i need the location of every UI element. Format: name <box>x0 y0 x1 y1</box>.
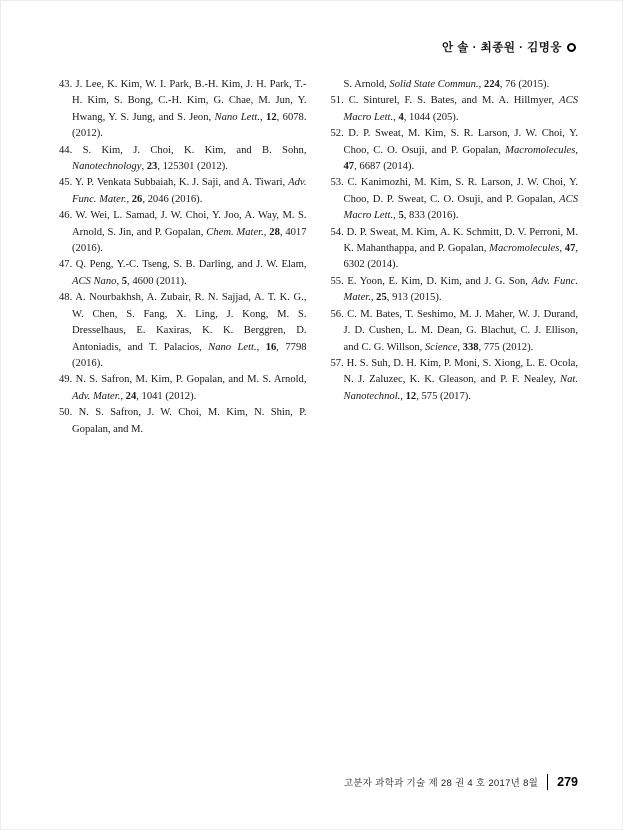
reference-text: , 833 (2016). <box>403 210 459 222</box>
reference-number: 43. <box>59 79 76 90</box>
references-right-column <box>331 77 579 438</box>
volume-number: 47 <box>564 243 576 255</box>
journal-name: Chem. Mater. <box>206 226 264 238</box>
volume-number: 5 <box>398 210 404 222</box>
reference-text: , 2046 (2016). <box>142 193 203 205</box>
volume-number: 16 <box>265 341 277 353</box>
ring-icon <box>567 43 576 52</box>
volume-number: 24 <box>125 390 137 402</box>
reference-number: 51. <box>330 95 349 107</box>
references-left-column <box>59 77 307 438</box>
reference-item <box>331 356 579 405</box>
journal-name: Macromolecules <box>489 243 560 255</box>
reference-text: , <box>478 79 484 90</box>
reference-text: C. Sinturel, F. S. Bates, and M. A. Hillmyer, <box>348 95 560 107</box>
references-section <box>59 77 578 438</box>
reference-text: , <box>120 390 126 402</box>
reference-text: J. Lee, K. Kim, W. I. Park, B.-H. Kim, J. H. Park, T.-H. Kim, S. Bong, C.-H. Kim, G. Chae, M. Jun, Y. Hwang, Y. S. Jung, and S. Jeon, <box>72 79 307 123</box>
reference-text: , <box>263 226 270 238</box>
reference-text: , 1041 (2012). <box>136 390 197 402</box>
reference-number: 56. <box>330 308 348 320</box>
reference-text: Y. P. Venkata Subbaiah, K. J. Saji, and A. Tiwari, <box>74 177 289 189</box>
volume-number: 224 <box>483 79 500 90</box>
reference-item <box>331 175 579 224</box>
reference-item <box>59 257 307 290</box>
reference-text: , <box>400 390 406 402</box>
reference-text: , 575 (2017). <box>416 390 471 402</box>
reference-item-continuation <box>331 77 579 93</box>
reference-text: N. S. Safron, M. Kim, P. Gopalan, and M. S. Arnold, <box>75 374 307 386</box>
reference-number: 55. <box>330 275 348 287</box>
reference-text: N. S. Safron, J. W. Choi, M. Kim, N. Shin, P. Gopalan, and M. <box>72 407 307 435</box>
reference-text: S. Arnold, <box>343 79 390 90</box>
journal-name: Adv. Mater. <box>72 390 121 402</box>
reference-number: 49. <box>59 374 76 386</box>
reference-text: , 125301 (2012). <box>157 161 228 173</box>
reference-item <box>59 208 307 257</box>
reference-text: , 6078. (2012). <box>72 111 307 140</box>
journal-name: ACS Macro Lett. <box>343 193 578 222</box>
reference-item <box>331 307 579 356</box>
volume-number: 4 <box>398 111 404 123</box>
reference-number: 44. <box>59 144 83 156</box>
reference-item <box>59 290 307 372</box>
journal-name: ACS Macro Lett. <box>343 95 578 123</box>
reference-text: , <box>260 111 267 123</box>
reference-number: 53. <box>330 177 348 189</box>
header-authors: 안 솔 · 최종원 · 김명웅 <box>441 42 562 54</box>
reference-number: 46. <box>59 210 76 222</box>
reference-text: , 1044 (205). <box>403 111 459 123</box>
reference-item <box>59 175 307 208</box>
volume-number: 12 <box>266 111 277 123</box>
reference-item <box>59 77 307 143</box>
page-footer <box>1 774 578 790</box>
reference-number: 48. <box>59 292 76 304</box>
volume-number: 5 <box>121 275 128 287</box>
journal-name: ACS Nano <box>72 275 117 287</box>
reference-text: , 6687 (2014). <box>354 161 415 173</box>
reference-text: C. M. Bates, T. Seshimo, M. J. Maher, W. J. Durand, J. D. Cushen, L. M. Dean, G. Blachut, C. J. Ellison, and C. G. Willson, <box>343 308 579 353</box>
reference-item <box>59 405 307 438</box>
reference-text: S. Kim, J. Choi, K. Kim, and B. Sohn, <box>82 144 307 156</box>
reference-text: , 913 (2015). <box>386 292 442 304</box>
reference-text: , 6302 (2014). <box>343 243 579 271</box>
journal-name: Nat. Nanotechnol. <box>343 374 578 402</box>
volume-number: 338 <box>462 341 479 353</box>
volume-number: 47 <box>343 161 355 173</box>
journal-name: Nanotechnology <box>72 161 142 173</box>
reference-text: , <box>256 341 266 353</box>
volume-number: 26 <box>131 193 143 205</box>
journal-info: 고분자 과학과 기술 제 28 권 4 호 2017년 8월 <box>343 778 539 789</box>
reference-text: , <box>457 341 463 353</box>
reference-text: , <box>559 243 565 255</box>
reference-text: , <box>393 111 399 123</box>
reference-number: 54. <box>330 226 347 238</box>
reference-text: , <box>116 275 122 287</box>
reference-text: E. Yoon, E. Kim, D. Kim, and J. G. Son, <box>347 275 532 287</box>
reference-text: , 76 (2015). <box>499 79 550 90</box>
reference-item <box>331 126 579 175</box>
reference-text: H. S. Suh, D. H. Kim, P. Moni, S. Xiong, L. E. Ocola, N. J. Zaluzec, K. K. Gleason, and P. F. Nealey, <box>343 357 578 386</box>
reference-text: , <box>575 144 578 156</box>
volume-number: 12 <box>405 390 417 402</box>
reference-item <box>331 225 579 274</box>
reference-number: 50. <box>59 407 79 419</box>
page-header <box>1 39 576 55</box>
reference-item <box>331 274 579 307</box>
reference-text: Q. Peng, Y.-C. Tseng, S. B. Darling, and J. W. Elam, <box>75 259 307 271</box>
journal-name: Nano Lett. <box>214 111 261 123</box>
reference-text: , <box>126 193 132 205</box>
reference-item <box>59 372 307 405</box>
reference-text: D. P. Sweat, M. Kim, A. K. Schmitt, D. V. Perroni, M. K. Mahanthappa, and P. Gopalan, <box>343 226 579 255</box>
page-number: 279 <box>557 775 578 789</box>
reference-text: A. Nourbakhsh, A. Zubair, R. N. Sajjad, A. T. K. G., W. Chen, S. Fang, X. Ling, J. Kong, M. S. Dresselhaus, E. Kaxiras, K. K. Berggren, D. Antoniadis, and T. Palacios, <box>72 292 307 353</box>
reference-text: , <box>370 292 377 304</box>
reference-item <box>59 143 307 176</box>
reference-item <box>331 93 579 126</box>
reference-text: , 4600 (2011). <box>127 275 187 287</box>
reference-number: 57. <box>330 357 347 369</box>
journal-name: Nano Lett. <box>208 341 257 353</box>
reference-text: , <box>393 210 399 222</box>
volume-number: 28 <box>269 226 280 238</box>
volume-number: 23 <box>146 161 158 173</box>
reference-number: 47. <box>59 259 76 271</box>
journal-name: Science <box>424 341 458 353</box>
reference-text: , 7798 (2016). <box>72 341 307 369</box>
journal-name: Solid State Commun. <box>389 79 479 90</box>
journal-name: Macromolecules <box>505 144 576 156</box>
reference-text: W. Wei, L. Samad, J. W. Choi, Y. Joo, A. Way, M. S. Arnold, S. Jin, and P. Gopalan, <box>72 210 307 238</box>
journal-name: Adv. Func. Mater. <box>343 275 578 304</box>
volume-number: 25 <box>376 292 387 304</box>
reference-text: , <box>141 161 147 173</box>
reference-number: 45. <box>59 177 75 189</box>
reference-text: , 4017 (2016). <box>72 226 307 255</box>
reference-text: C. Kanimozhi, M. Kim, S. R. Larson, J. W. Choi, Y. Choo, D. P. Sweat, C. O. Osuji, and P. Gopalan, <box>343 177 578 205</box>
journal-name: Adv. Func. Mater. <box>72 177 307 205</box>
reference-text: , 775 (2012). <box>478 341 534 353</box>
reference-text: D. P. Sweat, M. Kim, S. R. Larson, J. W. Choi, Y. Choo, C. O. Osuji, and P. Gopalan, <box>343 128 578 156</box>
reference-number: 52. <box>330 128 349 140</box>
